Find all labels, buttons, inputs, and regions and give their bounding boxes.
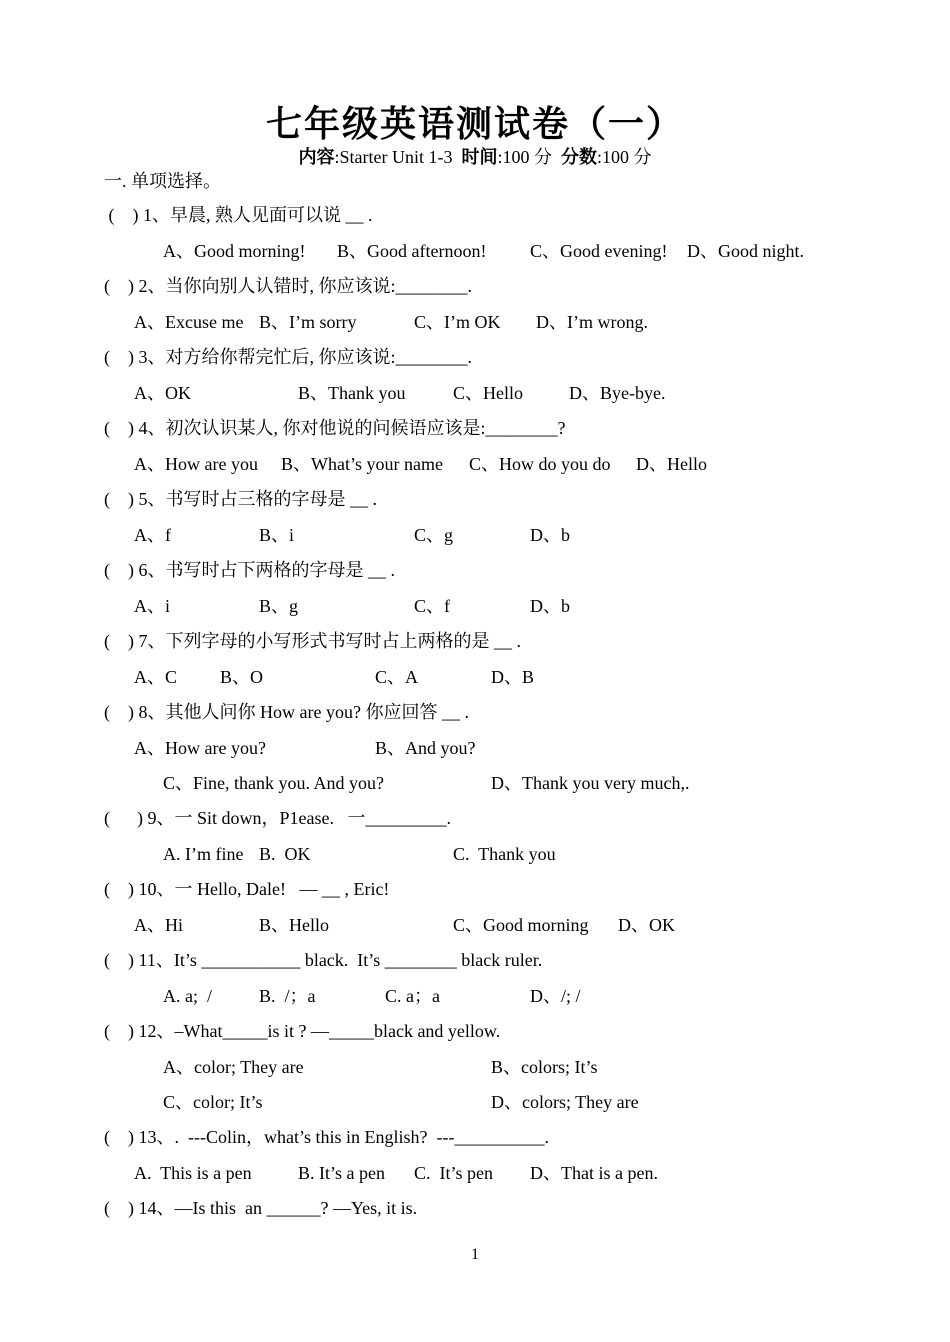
question-12-option-b: B、colors; It’s xyxy=(491,1057,598,1077)
question-1-stem: ( ) 1、早晨, 熟人见面可以说 __ . xyxy=(104,205,373,225)
content-value: :Starter Unit 1-3 xyxy=(334,147,453,167)
question-11-option-a: A. a; / xyxy=(163,986,212,1006)
question-8-option-b: B、And you? xyxy=(375,738,476,758)
question-11-option-b: B. /；a xyxy=(259,986,316,1006)
question-9-option-c: C. Thank you xyxy=(453,844,556,864)
question-4-option-b: B、What’s your name xyxy=(281,454,443,474)
question-8-option-d: D、Thank you very much,. xyxy=(491,773,690,793)
question-13-option-c: C. It’s pen xyxy=(414,1163,493,1183)
section-heading: 一. 单项选择。 xyxy=(104,171,221,191)
question-12-option-d: D、colors; They are xyxy=(491,1092,639,1112)
question-6-stem: ( ) 6、书写时占下两格的字母是 __ . xyxy=(104,560,395,580)
question-6-option-a: A、i xyxy=(134,596,170,616)
question-4-option-c: C、How do you do xyxy=(469,454,611,474)
question-5-option-c: C、g xyxy=(414,525,454,545)
question-4-option-d: D、Hello xyxy=(636,454,707,474)
question-4-stem: ( ) 4、初次认识某人, 你对他说的问候语应该是:________? xyxy=(104,418,566,438)
page-number: 1 xyxy=(471,1246,479,1263)
question-7-stem: ( ) 7、下列字母的小写形式书写时占上两格的是 __ . xyxy=(104,631,521,651)
question-12-option-a: A、color; They are xyxy=(163,1057,304,1077)
question-13-stem: ( ) 13、. ---Colin，what’s this in English? ---__________. xyxy=(104,1127,549,1147)
question-10-stem: ( ) 10、一 Hello, Dale! — __ , Eric! xyxy=(104,879,390,899)
question-4-option-a: A、How are you xyxy=(134,454,258,474)
question-9-option-a: A. I’m fine xyxy=(163,844,244,864)
question-2-option-a: A、Excuse me xyxy=(134,312,244,332)
score-value: :100 分 xyxy=(596,147,652,167)
exam-info xyxy=(0,146,950,168)
question-9-option-b: B. OK xyxy=(259,844,311,864)
question-7-option-a: A、C xyxy=(134,667,178,687)
question-5-option-a: A、f xyxy=(134,525,171,545)
question-13-option-d: D、That is a pen. xyxy=(530,1163,658,1183)
question-11-stem: ( ) 11、It’s ___________ black. It’s ________ black ruler. xyxy=(104,950,543,970)
score-label: 分数 xyxy=(560,147,597,167)
question-1-option-c: C、Good evening! xyxy=(530,241,668,261)
question-6-option-b: B、g xyxy=(259,596,299,616)
question-3-option-a: A、OK xyxy=(134,383,191,403)
question-10-option-c: C、Good morning xyxy=(453,915,589,935)
question-7-option-d: D、B xyxy=(491,667,535,687)
question-10-option-b: B、Hello xyxy=(259,915,329,935)
question-11-option-c: C. a；a xyxy=(385,986,440,1006)
question-8-stem: ( ) 8、其他人问你 How are you? 你应回答 __ . xyxy=(104,702,469,722)
question-2-stem: ( ) 2、当你向别人认错时, 你应该说:________. xyxy=(104,276,472,296)
question-2-option-c: C、I’m OK xyxy=(414,312,501,332)
question-1-option-a: A、Good morning! xyxy=(163,241,306,261)
question-14-stem: ( ) 14、—Is this an ______? —Yes, it is. xyxy=(104,1198,418,1218)
question-3-option-c: C、Hello xyxy=(453,383,523,403)
content-label: 内容 xyxy=(298,147,335,167)
question-3-option-b: B、Thank you xyxy=(298,383,406,403)
question-12-option-c: C、color; It’s xyxy=(163,1092,263,1112)
question-13-option-b: B. It’s a pen xyxy=(298,1163,385,1183)
question-7-option-b: B、O xyxy=(220,667,264,687)
question-11-option-d: D、/; / xyxy=(530,986,581,1006)
question-12-stem: ( ) 12、–What_____is it ? —_____black and yellow. xyxy=(104,1021,501,1041)
time-value: :100 分 xyxy=(497,147,552,167)
question-6-option-c: C、f xyxy=(414,596,450,616)
question-7-option-c: C、A xyxy=(375,667,419,687)
question-5-option-b: B、i xyxy=(259,525,295,545)
question-8-option-a: A、How are you? xyxy=(134,738,266,758)
question-5-stem: ( ) 5、书写时占三格的字母是 __ . xyxy=(104,489,377,509)
question-10-option-a: A、Hi xyxy=(134,915,183,935)
question-9-stem: ( ) 9、一 Sit down，P1ease. 一_________. xyxy=(104,808,451,828)
question-3-option-d: D、Bye-bye. xyxy=(569,383,666,403)
question-1-option-d: D、Good night. xyxy=(687,241,804,261)
question-3-stem: ( ) 3、对方给你帮完忙后, 你应该说:________. xyxy=(104,347,472,367)
question-10-option-d: D、OK xyxy=(618,915,675,935)
time-label: 时间 xyxy=(461,147,498,167)
page-title: 七年级英语测试卷（一） xyxy=(265,104,684,144)
question-6-option-d: D、b xyxy=(530,596,570,616)
question-8-option-c: C、Fine, thank you. And you? xyxy=(163,773,384,793)
question-5-option-d: D、b xyxy=(530,525,570,545)
question-1-option-b: B、Good afternoon! xyxy=(337,241,487,261)
question-2-option-b: B、I’m sorry xyxy=(259,312,357,332)
question-2-option-d: D、I’m wrong. xyxy=(536,312,648,332)
question-13-option-a: A. This is a pen xyxy=(134,1163,252,1183)
